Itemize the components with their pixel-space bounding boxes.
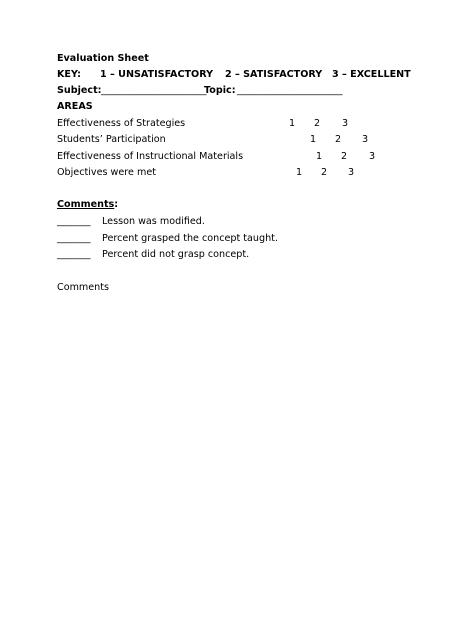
rating-2: 2 — [314, 118, 321, 129]
key-label: KEY: — [57, 69, 81, 80]
rating-2: 2 — [321, 167, 328, 178]
rating-2: 2 — [341, 151, 348, 162]
key-satisfactory: 2 – SATISFACTORY — [225, 69, 323, 80]
comment-text: Percent grasped the concept taught. — [102, 233, 278, 244]
comment-text: Lesson was modified. — [102, 216, 205, 227]
key-excellent: 3 – EXCELLENT — [332, 69, 411, 80]
area-label: Effectiveness of Strategies — [57, 118, 186, 129]
rating-3: 3 — [342, 118, 349, 129]
topic-label: Topic: — [204, 85, 236, 96]
footer-comments-label: Comments — [57, 282, 110, 293]
key-unsatisfactory: 1 – UNSATISFACTORY — [100, 69, 214, 80]
comments-heading — [57, 199, 118, 211]
rating-3: 3 — [362, 134, 369, 145]
comment-blank: _______ — [57, 249, 91, 260]
rating-1: 1 — [316, 151, 323, 162]
subject-label: Subject: — [57, 85, 102, 96]
area-label: Students’ Participation — [57, 134, 166, 145]
comment-text: Percent did not grasp concept. — [102, 249, 250, 260]
subject-blank: ______________________ — [101, 85, 207, 96]
areas-heading: AREAS — [57, 101, 93, 112]
rating-1: 1 — [310, 134, 317, 145]
area-label: Effectiveness of Instructional Materials — [57, 151, 244, 162]
rating-1: 1 — [289, 118, 296, 129]
rating-3: 3 — [348, 167, 355, 178]
comment-blank: _______ — [57, 216, 91, 227]
area-label: Objectives were met — [57, 167, 156, 178]
topic-blank: ______________________ — [237, 85, 343, 96]
comments-heading-colon: : — [114, 199, 119, 210]
rating-2: 2 — [335, 134, 342, 145]
comment-blank: _______ — [57, 233, 91, 244]
rating-3: 3 — [369, 151, 376, 162]
comments-heading-text: Comments — [57, 199, 115, 210]
document-title: Evaluation Sheet — [57, 53, 149, 64]
rating-1: 1 — [296, 167, 303, 178]
